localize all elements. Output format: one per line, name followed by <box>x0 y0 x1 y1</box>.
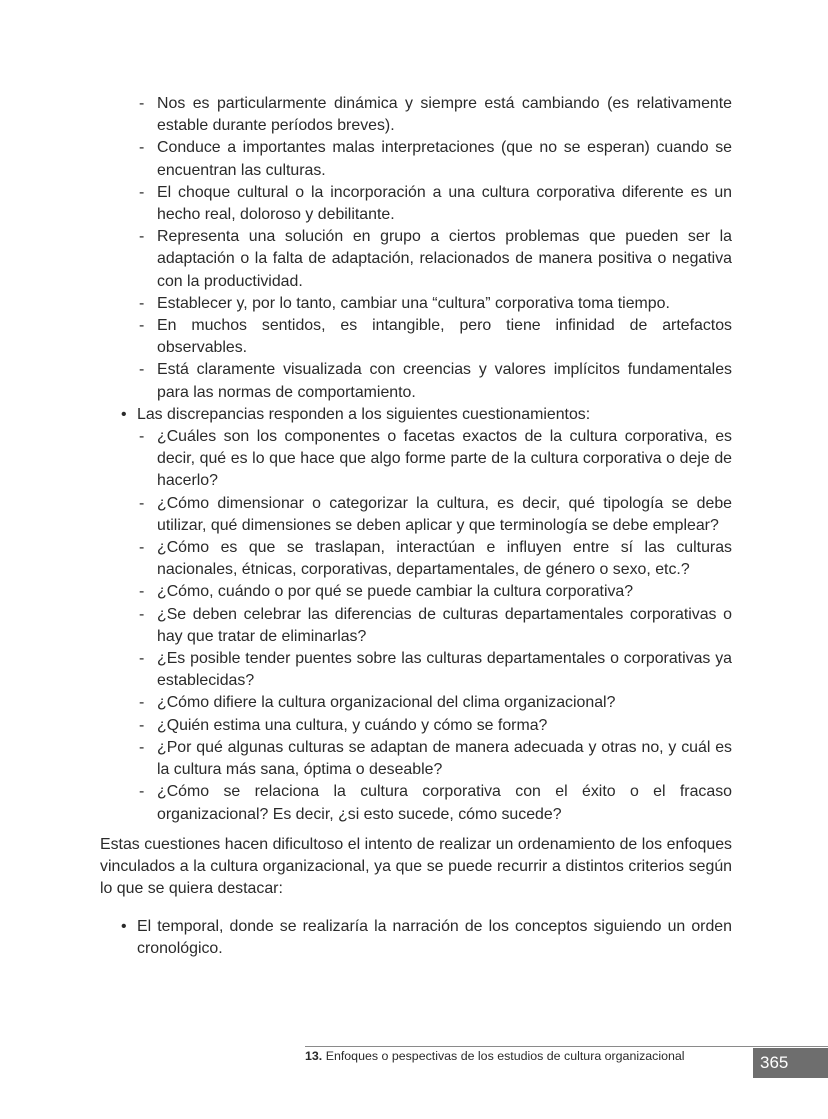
page-content <box>100 93 732 961</box>
list-item: - ¿Cómo difiere la cultura organizacional del clima organizacional? <box>157 692 732 714</box>
list-item: - El choque cultural o la incorporación a una cultura corporativa diferente es un hecho real, doloroso y debilitante. <box>157 182 732 226</box>
list-item: - ¿Por qué algunas culturas se adaptan de manera adecuada y otras no, y cuál es la cultura más sana, óptima o deseable? <box>157 737 732 781</box>
chapter-number: 13. <box>305 1049 323 1063</box>
list-item: - ¿Quién estima una cultura, y cuándo y cómo se forma? <box>157 715 732 737</box>
list-item: - ¿Cómo, cuándo o por qué se puede cambiar la cultura corporativa? <box>157 581 732 603</box>
characteristics-list <box>100 93 732 404</box>
list-item: - Nos es particularmente dinámica y siempre está cambiando (es relativamente estable durante períodos breves). <box>157 93 732 137</box>
list-item: - Está claramente visualizada con creencias y valores implícitos fundamentales para las normas de comportamiento. <box>157 359 732 403</box>
chapter-title: Enfoques o pespectivas de los estudios de cultura organizacional <box>325 1049 685 1063</box>
list-item: - ¿Se deben celebrar las diferencias de culturas departamentales corporativas o hay que tratar de eliminarlas? <box>157 604 732 648</box>
body-paragraph: Estas cuestiones hacen dificultoso el intento de realizar un ordenamiento de los enfoques vinculados a la cultura organizacional, ya que se puede recurrir a distintos criterios según lo que se quiera destacar: <box>100 835 732 898</box>
list-item: - ¿Cómo dimensionar o categorizar la cultura, es decir, qué tipología se debe utilizar, qué dimensiones se deben aplicar y que terminología se debe emplear? <box>157 493 732 537</box>
footer-divider <box>305 1046 828 1047</box>
list-item: - Conduce a importantes malas interpretaciones (que no se esperan) cuando se encuentran las culturas. <box>157 137 732 181</box>
list-item: - ¿Cómo se relaciona la cultura corporativa con el éxito o el fracaso organizacional? Es decir, ¿si esto sucede, cómo sucede? <box>157 781 732 825</box>
page-number: 365 <box>753 1048 828 1078</box>
list-item: - Establecer y, por lo tanto, cambiar una “cultura” corporativa toma tiempo. <box>157 293 732 315</box>
list-item: - Representa una solución en grupo a ciertos problemas que pueden ser la adaptación o la falta de adaptación, relacionados de manera positiva o negativa con la productividad. <box>157 226 732 293</box>
list-item: - ¿Cuáles son los componentes o facetas exactos de la cultura corporativa, es decir, qué es lo que hace que algo forme parte de la cultura corporativa o deje de hacerlo? <box>157 426 732 493</box>
list-item: - En muchos sentidos, es intangible, pero tiene infinidad de artefactos observables. <box>157 315 732 359</box>
running-footer <box>305 1048 685 1064</box>
questions-list <box>100 426 732 826</box>
list-item: - ¿Cómo es que se traslapan, interactúan e influyen entre sí las culturas nacionales, étnicas, corporativas, departamentales, de género o sexo, etc.? <box>157 537 732 581</box>
temporal-criterion-bullet: • El temporal, donde se realizaría la narración de los conceptos siguiendo un orden cronológico. <box>100 916 732 960</box>
list-item: - ¿Es posible tender puentes sobre las culturas departamentales o corporativas ya establecidas? <box>157 648 732 692</box>
discrepancies-heading: • Las discrepancias responden a los siguientes cuestionamientos: <box>100 404 732 426</box>
